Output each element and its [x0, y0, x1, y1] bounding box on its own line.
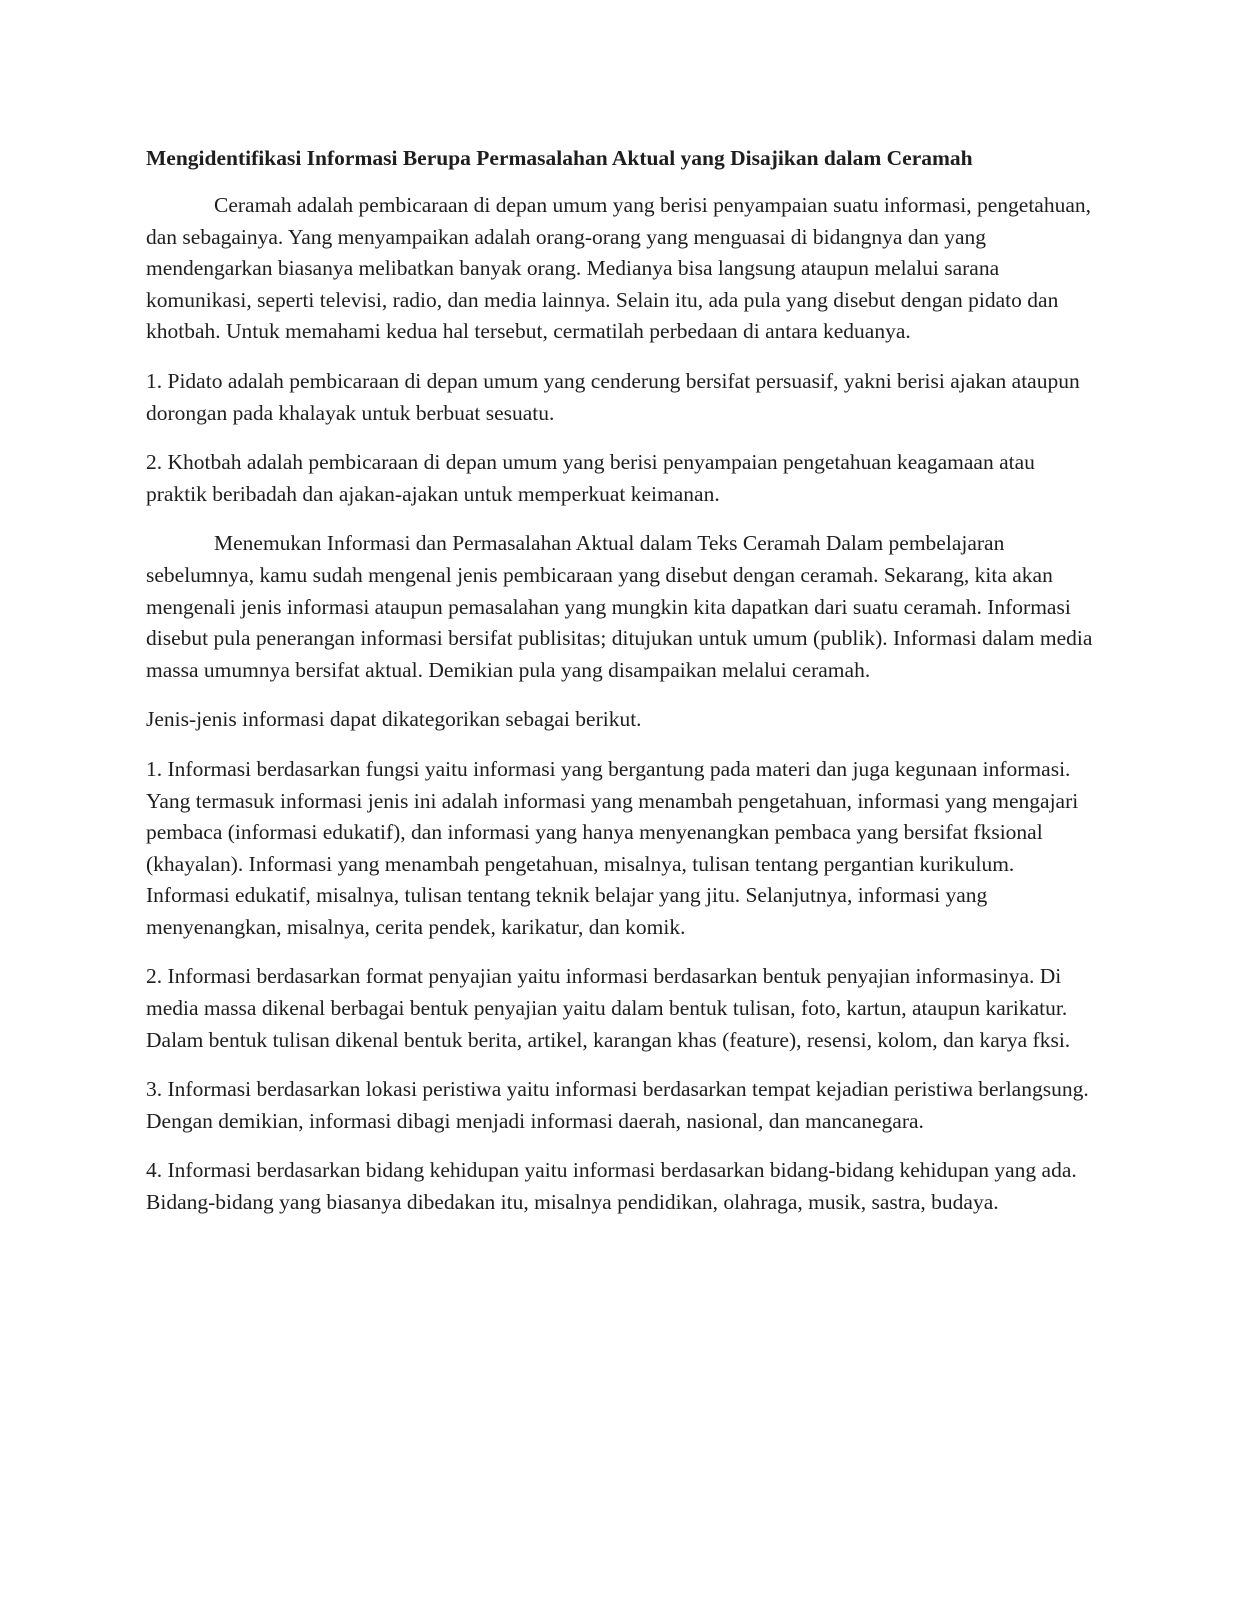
list-item-fungsi: 1. Informasi berdasarkan fungsi yaitu informasi yang bergantung pada materi dan juga kegunaan informasi. Yang termasuk informasi jenis ini adalah informasi yang menambah pengetahuan, informasi yang mengajari pembaca (informasi edukatif), dan informasi yang hanya menyenangkan pembaca yang bersifat fksional (khayalan). Informasi yang menambah pengetahuan, misalnya, tulisan tentang pergantian kurikulum. Informasi edukatif, misalnya, tulisan tentang teknik belajar yang jitu. Selanjutnya, informasi yang menyenangkan, misalnya, cerita pendek, karikatur, dan komik. [146, 756, 1079, 939]
list-item-format-penyajian: 2. Informasi berdasarkan format penyajian yaitu informasi berdasarkan bentuk penyajian informasinya. Di media massa dikenal berbagai bentuk penyajian yaitu dalam bentuk tulisan, foto, kartun, ataupun karikatur. Dalam bentuk tulisan dikenal bentuk berita, artikel, karangan khas (feature), resensi, kolom, dan karya fksi. [146, 964, 1071, 1052]
paragraph-jenis-informasi: Jenis-jenis informasi dapat dikategorikan sebagai berikut. [146, 707, 642, 732]
list-item-pidato: 1. Pidato adalah pembicaraan di depan umum yang cenderung bersifat persuasif, yakni berisi ajakan ataupun dorongan pada khalayak untuk berbuat sesuatu. [146, 368, 1080, 425]
document-body [146, 142, 1096, 1237]
paragraph-ceramah-definition: Ceramah adalah pembicaraan di depan umum yang berisi penyampaian suatu informasi, pengetahuan, dan sebagainya. Yang menyampaikan adalah orang-orang yang menguasai di bidangnya dan yang mendengarkan biasanya melibatkan banyak orang. Medianya bisa langsung ataupun melalui sarana komunikasi, seperti televisi, radio, dan media lainnya. Selain itu, ada pula yang disebut dengan pidato dan khotbah. Untuk memahami kedua hal tersebut, cermatilah perbedaan di antara keduanya. [146, 193, 1092, 344]
document-title: Mengidentifikasi Informasi Berupa Permasalahan Aktual yang Disajikan dalam Ceramah [146, 146, 973, 170]
list-item-lokasi-peristiwa: 3. Informasi berdasarkan lokasi peristiwa yaitu informasi berdasarkan tempat kejadian peristiwa berlangsung. Dengan demikian, informasi dibagi menjadi informasi daerah, nasional, dan mancanegara. [146, 1077, 1089, 1133]
list-item-khotbah: 2. Khotbah adalah pembicaraan di depan umum yang berisi penyampaian pengetahuan keagamaan atau praktik beribadah dan ajakan-ajakan untuk memperkuat keimanan. [146, 450, 1035, 506]
list-item-bidang-kehidupan: 4. Informasi berdasarkan bidang kehidupan yaitu informasi berdasarkan bidang-bidang kehidupan yang ada. Bidang-bidang yang biasanya dibedakan itu, misalnya pendidikan, olahraga, musik, sastra, budaya. [146, 1158, 1077, 1215]
paragraph-informasi-aktual: Menemukan Informasi dan Permasalahan Aktual dalam Teks Ceramah Dalam pembelajaran sebelumnya, kamu sudah mengenal jenis pembicaraan yang disebut dengan ceramah. Sekarang, kita akan mengenali jenis informasi ataupun pemasalahan yang mungkin kita dapatkan dari suatu ceramah. Informasi disebut pula penerangan informasi bersifat publisitas; ditujukan untuk umum (publik). Informasi dalam media massa umumnya bersifat aktual. Demikian pula yang disampaikan melalui ceramah. [146, 531, 1093, 682]
